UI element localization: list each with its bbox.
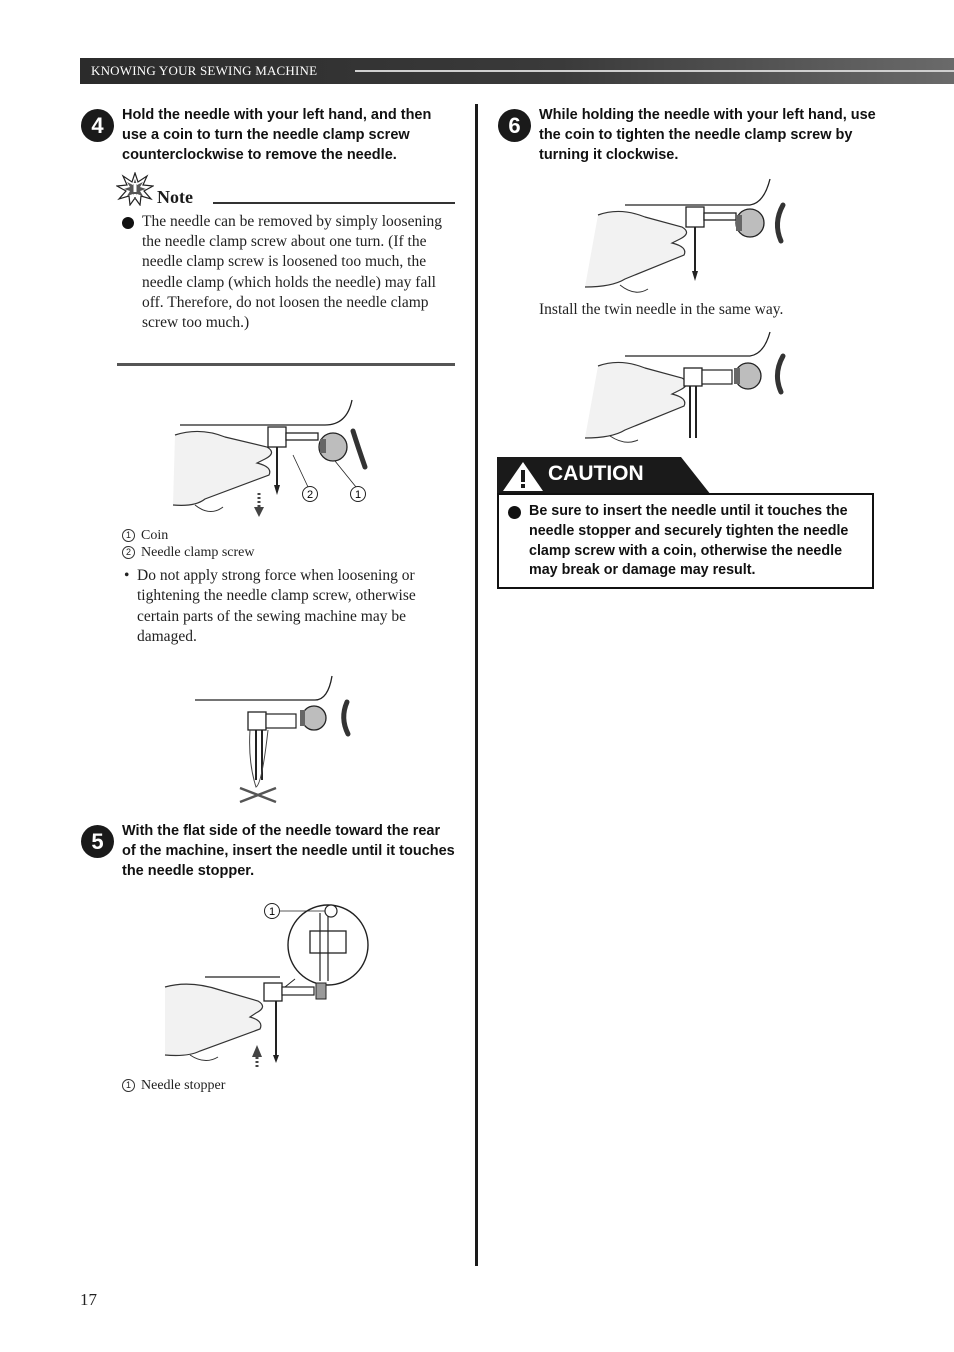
force-warning-text: Do not apply strong force when loosening or tightening the needle clamp screw, otherwise certain parts of the sewing machine may be damaged. (137, 567, 416, 645)
header-rule (355, 70, 954, 72)
svg-text:1: 1 (268, 906, 276, 918)
note-text: The needle can be removed by simply loosening the needle clamp screw about one turn. (If the needle clamp screw is loosened too much, the needle clamp (which holds the needle) may fall off. Therefore, do not loosen the needle clamp screw too much.) (142, 213, 443, 332)
svg-text:2: 2 (306, 489, 314, 501)
caution-label: CAUTION (548, 462, 644, 485)
figure-remove-needle (165, 395, 380, 525)
figure-needle-stopper (160, 895, 375, 1075)
caution-text: Be sure to insert the needle until it touches the needle stopper and securely tighten the needle clamp screw with a coin, otherwise the needle may break or damage may result. (529, 503, 849, 579)
step-5-badge: 5 (81, 825, 114, 858)
figure-tighten-needle (580, 175, 795, 300)
step-6-instruction: While holding the needle with your left hand, use the coin to tighten the needle clamp screw by turning it clockwise. (539, 107, 876, 163)
step-4-instruction: Hold the needle with your left hand, and then use a coin to turn the needle clamp screw counterclockwise to remove the needle. (122, 107, 432, 163)
note-star-icon (116, 172, 154, 206)
step-4-badge: 4 (81, 109, 114, 142)
figure-twin-needle-tighten (580, 330, 795, 448)
chapter-header-bar (80, 58, 954, 84)
page-number: 17 (80, 1290, 97, 1309)
caution-bullet (508, 506, 521, 519)
svg-text:1: 1 (354, 489, 362, 501)
figure-twin-needle-remove (190, 672, 370, 807)
note-bullet (122, 217, 134, 229)
warning-bullet: • (124, 567, 130, 584)
step-5-instruction: With the flat side of the needle toward the rear of the machine, insert the needle until it touches the needle stopper. (122, 823, 455, 879)
step-6-badge: 6 (498, 109, 531, 142)
note-rule-bottom (117, 363, 455, 366)
column-divider (475, 104, 478, 1266)
note-title: Note (157, 187, 193, 207)
note-rule-top (213, 202, 455, 204)
legend-needle-clamp-screw: 2 Needle clamp screw (122, 545, 255, 561)
legend-coin: 1 Coin (122, 528, 168, 544)
legend-needle-stopper: 1 Needle stopper (122, 1078, 225, 1094)
chapter-title: KNOWING YOUR SEWING MACHINE (91, 63, 318, 78)
twin-needle-note: Install the twin needle in the same way. (539, 301, 784, 318)
